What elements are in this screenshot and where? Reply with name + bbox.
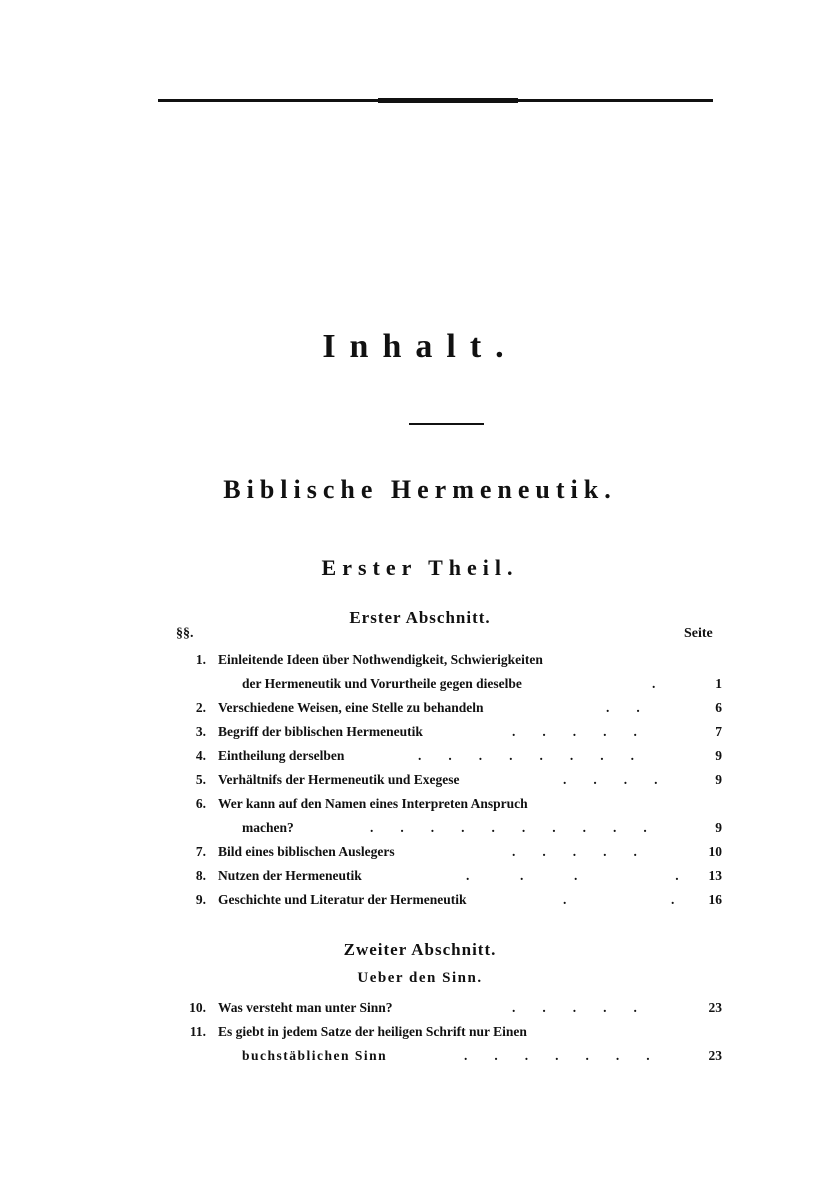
toc-entry-page: 7 [715, 724, 722, 739]
toc-entry-number: 8. [195, 868, 206, 883]
page-title: Inhalt. [322, 328, 518, 365]
toc-entry-number: 2. [195, 700, 206, 715]
toc-entry-text: Verhältnifs der Hermeneutik und Exegese [218, 772, 460, 787]
toc-entry-text: Bild eines biblischen Auslegers [218, 844, 395, 859]
toc-entry-page: 23 [708, 1000, 722, 1015]
section-title-2: Zweiter Abschnitt. [343, 940, 497, 959]
toc-entry-number: 7. [195, 844, 206, 859]
page-header: Seite [684, 626, 713, 641]
toc-entry: 7. Bild eines biblischen Auslegers . . . . . 10 [0, 844, 840, 866]
section-subtitle-2: Ueber den Sinn. [357, 970, 483, 986]
part-title: Erster Theil. [321, 555, 519, 580]
toc-entry [0, 796, 840, 818]
toc-entry-page: 9 [715, 772, 722, 787]
toc-entry-text: Verschiedene Weisen, eine Stelle zu behandeln [218, 700, 484, 715]
toc-entry-text: Nutzen der Hermeneutik [218, 868, 362, 883]
toc-entry-page: 23 [708, 1048, 722, 1063]
toc-entry: 10. Was versteht man unter Sinn? . . . . . 23 [0, 1000, 840, 1022]
toc-entry-page: 9 [715, 748, 722, 763]
toc-entry-number: 9. [195, 892, 206, 907]
toc-entry: 4. Eintheilung derselben . . . . . . . . 9 [0, 748, 840, 770]
toc-entry-page: 1 [715, 676, 722, 691]
toc-entry-number: 4. [195, 748, 206, 763]
toc-entry-text: Eintheilung derselben [218, 748, 345, 763]
toc-entry [0, 1024, 840, 1046]
toc-entry-text: Begriff der biblischen Hermeneutik [218, 724, 423, 739]
toc-entry-continuation: machen? . . . . . . . . . . 9 [242, 820, 722, 835]
toc-entry-continuation: buchstäblichen Sinn . . . . . . . 23 [242, 1048, 722, 1063]
book-title: Biblische Hermeneutik. [223, 475, 617, 504]
toc-entry-text: buchstäblichen Sinn [242, 1048, 388, 1063]
section-title-1: Erster Abschnitt. [349, 608, 491, 627]
toc-entry-text: machen? [242, 820, 294, 835]
toc-entry: 3. Begriff der biblischen Hermeneutik . . . . . 7 [0, 724, 840, 746]
title-rule [409, 423, 484, 425]
toc-entry-number: 5. [195, 772, 206, 787]
toc-entry-page: 16 [708, 892, 722, 907]
toc-entry-text: Geschichte und Literatur der Hermeneutik [218, 892, 467, 907]
toc-entry-number: 11. [189, 1024, 206, 1039]
paragraph-header: §§. [176, 626, 194, 641]
toc-entry-number: 1. [195, 652, 206, 667]
toc-entry-page: 9 [715, 820, 722, 835]
toc-entry-text: Es giebt in jedem Satze der heiligen Schrift nur Einen [218, 1024, 527, 1039]
toc-entry-number: 6. [195, 796, 206, 811]
toc-entry-page: 13 [708, 868, 722, 883]
toc-entry-number: 10. [189, 1000, 206, 1015]
toc-entry: 9. Geschichte und Literatur der Hermeneutik . . 16 [0, 892, 840, 914]
toc-entry-text: Wer kann auf den Namen eines Interpreten Anspruch [218, 796, 528, 811]
toc-entry [0, 652, 840, 674]
toc-entry-page: 6 [715, 700, 722, 715]
toc-entry-text: der Hermeneutik und Vorurtheile gegen dieselbe [242, 676, 522, 691]
top-rule [158, 99, 713, 102]
toc-entry: 5. Verhältnifs der Hermeneutik und Exegese . . . . 9 [0, 772, 840, 794]
toc-entry-page: 10 [708, 844, 722, 859]
toc-entry-text: Einleitende Ideen über Nothwendigkeit, Schwierigkeiten [218, 652, 543, 667]
toc-entry: 2. Verschiedene Weisen, eine Stelle zu behandeln . . 6 [0, 700, 840, 722]
toc-entry-number: 3. [195, 724, 206, 739]
toc-entry-continuation: der Hermeneutik und Vorurtheile gegen dieselbe . 1 [242, 676, 722, 691]
toc-entry-text: Was versteht man unter Sinn? [218, 1000, 393, 1015]
toc-entry: 8. Nutzen der Hermeneutik . . . . 13 [0, 868, 840, 890]
